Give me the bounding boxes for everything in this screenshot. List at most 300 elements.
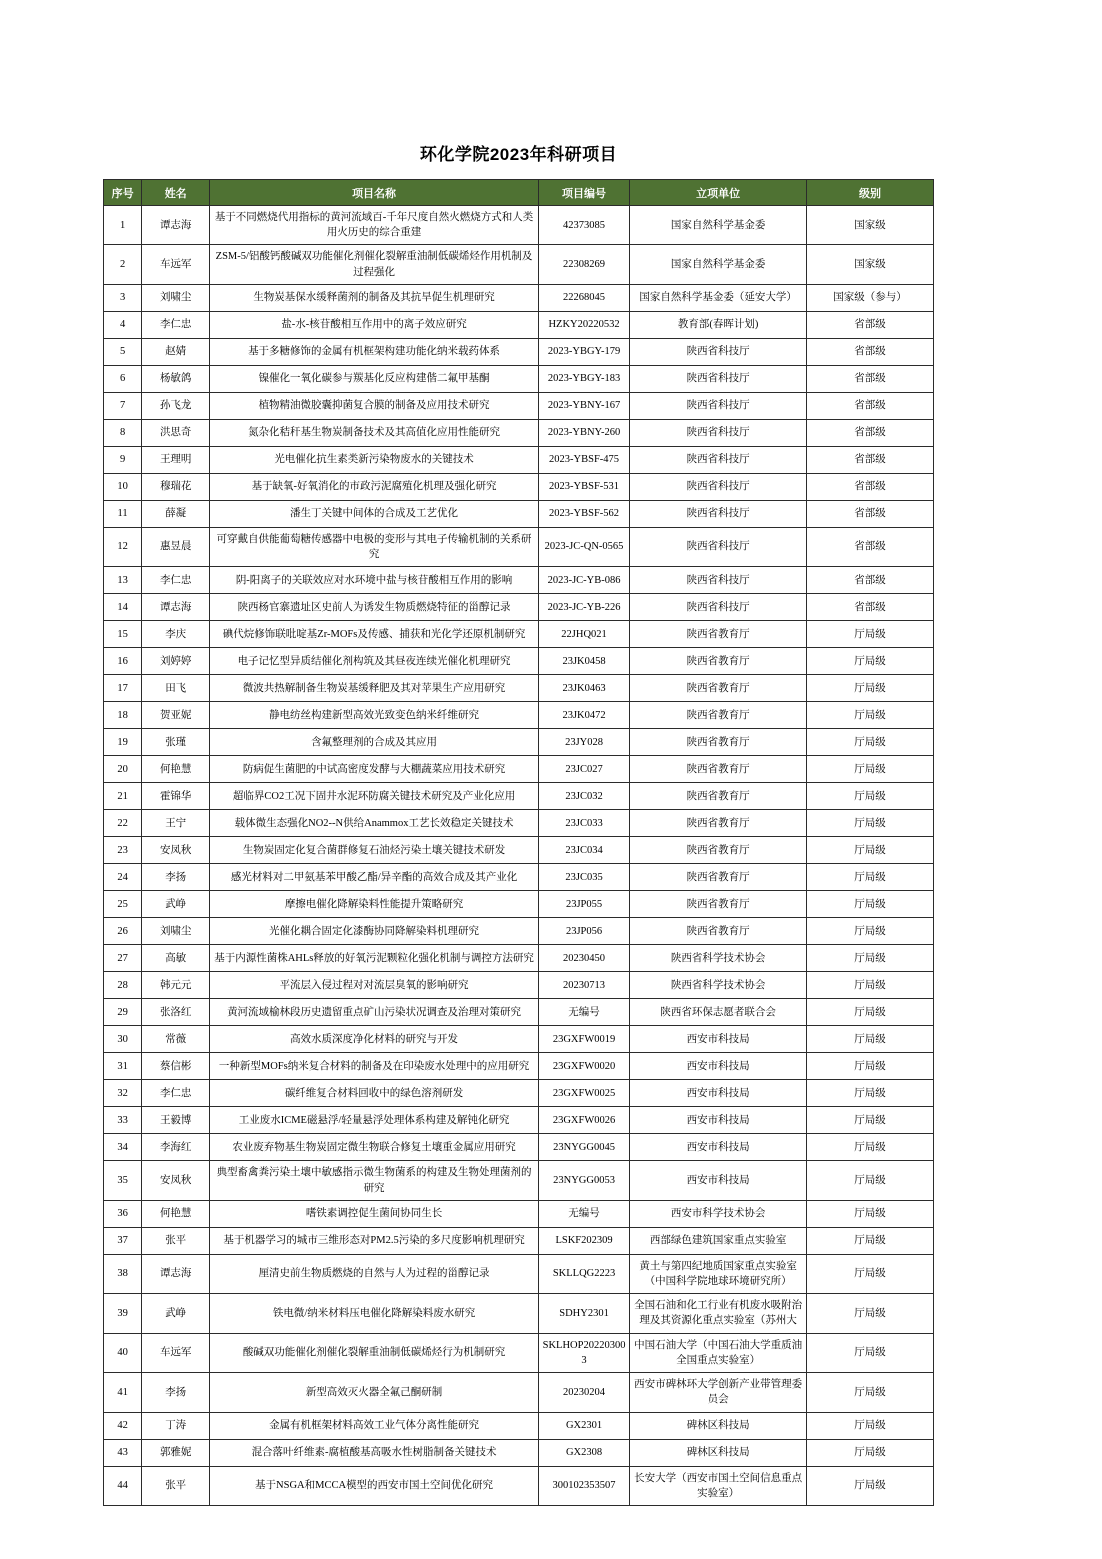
table-row (104, 419, 934, 446)
cell-project-name: 一种新型MOFs纳米复合材料的制备及在印染废水处理中的应用研究 (210, 1053, 539, 1080)
table-row (104, 1439, 934, 1466)
cell-index: 2 (104, 245, 142, 284)
cell-approving-unit: 陕西省教育厅 (630, 810, 807, 837)
cell-project-code: 42373085 (538, 206, 629, 245)
cell-approving-unit: 陕西省教育厅 (630, 675, 807, 702)
cell-project-code: 23GXFW0026 (538, 1107, 629, 1134)
cell-project-name: 感光材料对二甲氨基苯甲酸乙酯/异辛酯的高效合成及其产业化 (210, 864, 539, 891)
cell-project-name: 酸碱双功能催化剂催化裂解重油制低碳烯烃行为机制研究 (210, 1333, 539, 1372)
cell-index: 32 (104, 1080, 142, 1107)
cell-index: 18 (104, 702, 142, 729)
cell-level: 厅局级 (806, 621, 933, 648)
cell-approving-unit: 教育部(春晖计划) (630, 311, 807, 338)
table-row (104, 594, 934, 621)
cell-project-name: 工业废水ICME磁悬浮/轻量悬浮处理体系构建及解钝化研究 (210, 1107, 539, 1134)
cell-level: 厅局级 (806, 675, 933, 702)
cell-project-code: LSKF202309 (538, 1227, 629, 1254)
column-header: 项目编号 (538, 180, 629, 206)
cell-level: 厅局级 (806, 972, 933, 999)
cell-approving-unit: 陕西省教育厅 (630, 648, 807, 675)
cell-project-code: 无编号 (538, 1200, 629, 1227)
cell-approving-unit: 长安大学（西安市国土空间信息重点实验室） (630, 1466, 807, 1505)
cell-project-name: 基于多糖修饰的金属有机框架构建功能化纳米载药体系 (210, 338, 539, 365)
cell-approving-unit: 西安市科学技术协会 (630, 1200, 807, 1227)
cell-project-code: 20230204 (538, 1373, 629, 1412)
table-row (104, 446, 934, 473)
cell-project-code: GX2301 (538, 1412, 629, 1439)
cell-level: 厅局级 (806, 1439, 933, 1466)
cell-project-code: 23NYGG0053 (538, 1161, 629, 1200)
cell-approving-unit: 西安市科技局 (630, 1053, 807, 1080)
cell-index: 10 (104, 473, 142, 500)
table-row (104, 864, 934, 891)
cell-project-name: 电子记忆型异质结催化剂构筑及其昼夜连续光催化机理研究 (210, 648, 539, 675)
cell-project-code: 2023-YBNY-167 (538, 392, 629, 419)
cell-index: 40 (104, 1333, 142, 1372)
cell-level: 厅局级 (806, 864, 933, 891)
cell-name: 李海红 (142, 1134, 210, 1161)
cell-project-code: 20230713 (538, 972, 629, 999)
table-row (104, 1254, 934, 1293)
cell-level: 厅局级 (806, 945, 933, 972)
cell-index: 38 (104, 1254, 142, 1293)
cell-approving-unit: 黄土与第四纪地质国家重点实验室（中国科学院地球环境研究所） (630, 1254, 807, 1293)
cell-index: 4 (104, 311, 142, 338)
cell-name: 薛凝 (142, 500, 210, 527)
cell-level: 厅局级 (806, 1134, 933, 1161)
cell-index: 35 (104, 1161, 142, 1200)
column-header: 序号 (104, 180, 142, 206)
page-title: 环化学院2023年科研项目 (419, 145, 618, 164)
cell-project-name: 碘代烷修饰联吡啶基Zr-MOFs及传感、捕获和光化学还原机制研究 (210, 621, 539, 648)
cell-name: 车远军 (142, 245, 210, 284)
cell-project-name: 微波共热解制备生物炭基缓释肥及其对苹果生产应用研究 (210, 675, 539, 702)
cell-index: 17 (104, 675, 142, 702)
cell-project-name: 含氟整理剂的合成及其应用 (210, 729, 539, 756)
cell-approving-unit: 国家自然科学基金委（延安大学） (630, 284, 807, 311)
table-row (104, 1200, 934, 1227)
table-row (104, 648, 934, 675)
header-row (104, 180, 934, 206)
cell-name: 韩元元 (142, 972, 210, 999)
cell-level: 省部级 (806, 419, 933, 446)
column-header: 项目名称 (210, 180, 539, 206)
cell-approving-unit: 西安市科技局 (630, 1080, 807, 1107)
table-row (104, 567, 934, 594)
cell-index: 14 (104, 594, 142, 621)
cell-project-name: 光催化耦合固定化漆酶协同降解染料机理研究 (210, 918, 539, 945)
cell-index: 16 (104, 648, 142, 675)
cell-project-code: 2023-JC-QN-0565 (538, 527, 629, 566)
cell-name: 谭志海 (142, 594, 210, 621)
cell-level: 厅局级 (806, 1294, 933, 1333)
cell-index: 39 (104, 1294, 142, 1333)
cell-level: 省部级 (806, 338, 933, 365)
cell-project-code: 2023-YBSF-562 (538, 500, 629, 527)
table-row (104, 1161, 934, 1200)
cell-level: 厅局级 (806, 1080, 933, 1107)
cell-index: 24 (104, 864, 142, 891)
cell-project-code: 20230450 (538, 945, 629, 972)
cell-project-code: 22JHQ021 (538, 621, 629, 648)
cell-level: 国家级 (806, 245, 933, 284)
cell-level: 厅局级 (806, 648, 933, 675)
cell-project-name: 静电纺丝构建新型高效光致变色纳米纤维研究 (210, 702, 539, 729)
cell-index: 9 (104, 446, 142, 473)
cell-project-code: 23JC033 (538, 810, 629, 837)
cell-index: 29 (104, 999, 142, 1026)
table-row (104, 1227, 934, 1254)
cell-index: 15 (104, 621, 142, 648)
cell-project-name: 生物炭固定化复合菌群修复石油烃污染土壤关键技术研发 (210, 837, 539, 864)
cell-approving-unit: 陕西省科技厅 (630, 473, 807, 500)
cell-approving-unit: 陕西省环保志愿者联合会 (630, 999, 807, 1026)
cell-level: 厅局级 (806, 1373, 933, 1412)
cell-project-code: 2023-YBSF-531 (538, 473, 629, 500)
cell-level: 厅局级 (806, 1227, 933, 1254)
table-row (104, 365, 934, 392)
cell-name: 惠昱晨 (142, 527, 210, 566)
cell-project-code: 22268045 (538, 284, 629, 311)
cell-level: 国家级 (806, 206, 933, 245)
cell-approving-unit: 西安市科技局 (630, 1161, 807, 1200)
cell-name: 何艳慧 (142, 756, 210, 783)
cell-level: 厅局级 (806, 1026, 933, 1053)
cell-project-code: 2023-JC-YB-226 (538, 594, 629, 621)
cell-level: 厅局级 (806, 729, 933, 756)
cell-project-name: 铁电微/纳米材料压电催化降解染料废水研究 (210, 1294, 539, 1333)
cell-approving-unit: 陕西省教育厅 (630, 837, 807, 864)
cell-project-code: 23GXFW0025 (538, 1080, 629, 1107)
cell-level: 厅局级 (806, 1200, 933, 1227)
column-header: 立项单位 (630, 180, 807, 206)
table-row (104, 206, 934, 245)
table-row (104, 972, 934, 999)
cell-project-code: HZKY20220532 (538, 311, 629, 338)
table-row (104, 756, 934, 783)
cell-project-name: 厘清史前生物质燃烧的自然与人为过程的甾醇记录 (210, 1254, 539, 1293)
cell-project-code: 2023-YBGY-179 (538, 338, 629, 365)
cell-name: 李扬 (142, 864, 210, 891)
cell-project-code: 300102353507 (538, 1466, 629, 1505)
cell-project-name: 镍催化一氧化碳参与羰基化反应构建偕二氟甲基酮 (210, 365, 539, 392)
cell-index: 43 (104, 1439, 142, 1466)
cell-level: 省部级 (806, 567, 933, 594)
column-header: 级别 (806, 180, 933, 206)
cell-index: 1 (104, 206, 142, 245)
cell-index: 36 (104, 1200, 142, 1227)
table-row (104, 1333, 934, 1372)
cell-project-code: SKLLQG2223 (538, 1254, 629, 1293)
table-row (104, 1412, 934, 1439)
cell-index: 31 (104, 1053, 142, 1080)
cell-level: 厅局级 (806, 702, 933, 729)
cell-project-code: 23NYGG0045 (538, 1134, 629, 1161)
table-row (104, 621, 934, 648)
cell-approving-unit: 国家自然科学基金委 (630, 245, 807, 284)
cell-project-name: 载体微生态强化NO2--N供给Anammox工艺长效稳定关键技术 (210, 810, 539, 837)
cell-project-code: 2023-JC-YB-086 (538, 567, 629, 594)
cell-project-name: 新型高效灭火器全氟己酮研制 (210, 1373, 539, 1412)
cell-name: 刘啸尘 (142, 284, 210, 311)
table-row (104, 999, 934, 1026)
cell-name: 刘啸尘 (142, 918, 210, 945)
table-row (104, 1373, 934, 1412)
cell-approving-unit: 西安市科技局 (630, 1134, 807, 1161)
cell-name: 李扬 (142, 1373, 210, 1412)
cell-level: 厅局级 (806, 1107, 933, 1134)
cell-level: 省部级 (806, 446, 933, 473)
cell-approving-unit: 西安市科技局 (630, 1107, 807, 1134)
cell-approving-unit: 陕西省科学技术协会 (630, 972, 807, 999)
cell-project-code: 23GXFW0020 (538, 1053, 629, 1080)
cell-index: 23 (104, 837, 142, 864)
table-row (104, 311, 934, 338)
cell-project-name: 植物精油微胶囊抑菌复合膜的制备及应用技术研究 (210, 392, 539, 419)
cell-project-name: 氮杂化秸秆基生物炭制备技术及其高值化应用性能研究 (210, 419, 539, 446)
cell-project-name: ZSM-5/铝酸钙酸碱双功能催化剂催化裂解重油制低碳烯烃作用机制及过程强化 (210, 245, 539, 284)
document-page (103, 140, 934, 1506)
cell-index: 26 (104, 918, 142, 945)
cell-approving-unit: 陕西省教育厅 (630, 918, 807, 945)
cell-approving-unit: 中国石油大学（中国石油大学重质油全国重点实验室） (630, 1333, 807, 1372)
cell-approving-unit: 陕西省教育厅 (630, 756, 807, 783)
cell-approving-unit: 陕西省科技厅 (630, 338, 807, 365)
cell-index: 22 (104, 810, 142, 837)
cell-level: 厅局级 (806, 1412, 933, 1439)
table-row (104, 945, 934, 972)
cell-approving-unit: 陕西省教育厅 (630, 621, 807, 648)
table-row (104, 729, 934, 756)
cell-index: 8 (104, 419, 142, 446)
cell-name: 田飞 (142, 675, 210, 702)
cell-project-code: 23JP055 (538, 891, 629, 918)
cell-index: 12 (104, 527, 142, 566)
cell-index: 27 (104, 945, 142, 972)
cell-project-name: 基于缺氧-好氧消化的市政污泥腐殖化机理及强化研究 (210, 473, 539, 500)
cell-project-code: 2023-YBGY-183 (538, 365, 629, 392)
cell-level: 厅局级 (806, 1254, 933, 1293)
cell-approving-unit: 陕西省科技厅 (630, 500, 807, 527)
cell-index: 41 (104, 1373, 142, 1412)
cell-approving-unit: 陕西省教育厅 (630, 783, 807, 810)
cell-level: 厅局级 (806, 837, 933, 864)
table-row (104, 1466, 934, 1505)
table-row (104, 837, 934, 864)
table-row (104, 500, 934, 527)
cell-level: 厅局级 (806, 810, 933, 837)
cell-project-name: 潘生丁关键中间体的合成及工艺优化 (210, 500, 539, 527)
table-row (104, 1026, 934, 1053)
table-row (104, 675, 934, 702)
cell-approving-unit: 陕西省科学技术协会 (630, 945, 807, 972)
cell-project-code: 23JC034 (538, 837, 629, 864)
cell-name: 李仁忠 (142, 311, 210, 338)
cell-project-name: 可穿戴自供能葡萄糖传感器中电极的变形与其电子传输机制的关系研究 (210, 527, 539, 566)
cell-level: 厅局级 (806, 999, 933, 1026)
cell-name: 贺亚妮 (142, 702, 210, 729)
cell-name: 穆瑞花 (142, 473, 210, 500)
cell-project-name: 高效水质深度净化材料的研究与开发 (210, 1026, 539, 1053)
cell-name: 武峥 (142, 1294, 210, 1333)
cell-level: 省部级 (806, 500, 933, 527)
table-row (104, 918, 934, 945)
cell-name: 张瑾 (142, 729, 210, 756)
table-row (104, 338, 934, 365)
table-body (104, 206, 934, 1506)
cell-approving-unit: 陕西省教育厅 (630, 729, 807, 756)
cell-level: 厅局级 (806, 891, 933, 918)
cell-index: 42 (104, 1412, 142, 1439)
cell-project-name: 生物炭基保水缓释菌剂的制备及其抗旱促生机理研究 (210, 284, 539, 311)
cell-project-name: 超临界CO2工况下固井水泥环防腐关键技术研究及产业化应用 (210, 783, 539, 810)
cell-index: 6 (104, 365, 142, 392)
cell-approving-unit: 陕西省科技厅 (630, 446, 807, 473)
cell-approving-unit: 陕西省教育厅 (630, 864, 807, 891)
cell-project-name: 基于机器学习的城市三维形态对PM2.5污染的多尺度影响机理研究 (210, 1227, 539, 1254)
cell-name: 杨敏鸽 (142, 365, 210, 392)
cell-project-name: 光电催化抗生素类新污染物废水的关键技术 (210, 446, 539, 473)
cell-level: 厅局级 (806, 1333, 933, 1372)
table-row (104, 392, 934, 419)
cell-project-code: 23JC035 (538, 864, 629, 891)
cell-name: 洪思奇 (142, 419, 210, 446)
cell-name: 张平 (142, 1227, 210, 1254)
cell-project-code: SDHY2301 (538, 1294, 629, 1333)
cell-level: 省部级 (806, 527, 933, 566)
cell-approving-unit: 西部绿色建筑国家重点实验室 (630, 1227, 807, 1254)
cell-approving-unit: 陕西省科技厅 (630, 567, 807, 594)
cell-level: 省部级 (806, 392, 933, 419)
cell-project-name: 基于内源性菌株AHLs释放的好氧污泥颗粒化强化机制与调控方法研究 (210, 945, 539, 972)
cell-level: 国家级（参与） (806, 284, 933, 311)
cell-name: 何艳慧 (142, 1200, 210, 1227)
cell-name: 常薇 (142, 1026, 210, 1053)
cell-index: 5 (104, 338, 142, 365)
cell-project-name: 碳纤维复合材料回收中的绿色溶剂研发 (210, 1080, 539, 1107)
cell-project-name: 黄河流域榆林段历史遗留重点矿山污染状况调查及治理对策研究 (210, 999, 539, 1026)
table-header (104, 180, 934, 206)
cell-index: 3 (104, 284, 142, 311)
table-row (104, 810, 934, 837)
cell-level: 省部级 (806, 311, 933, 338)
cell-project-code: 23JK0458 (538, 648, 629, 675)
cell-approving-unit: 西安市碑林环大学创新产业带管理委员会 (630, 1373, 807, 1412)
cell-level: 厅局级 (806, 1053, 933, 1080)
cell-project-name: 阴-阳离子的关联效应对水环境中盐与核苷酸相互作用的影响 (210, 567, 539, 594)
cell-name: 刘婷婷 (142, 648, 210, 675)
cell-name: 王宁 (142, 810, 210, 837)
cell-name: 李庆 (142, 621, 210, 648)
cell-project-code: 23JP056 (538, 918, 629, 945)
cell-name: 张平 (142, 1466, 210, 1505)
table-row (104, 1294, 934, 1333)
cell-project-code: 无编号 (538, 999, 629, 1026)
cell-index: 20 (104, 756, 142, 783)
table-row (104, 1080, 934, 1107)
cell-name: 谭志海 (142, 206, 210, 245)
cell-approving-unit: 陕西省科技厅 (630, 419, 807, 446)
cell-approving-unit: 陕西省科技厅 (630, 527, 807, 566)
table-row (104, 284, 934, 311)
cell-index: 37 (104, 1227, 142, 1254)
cell-name: 孙飞龙 (142, 392, 210, 419)
cell-project-code: 23JY028 (538, 729, 629, 756)
cell-project-code: 2023-YBSF-475 (538, 446, 629, 473)
cell-project-name: 基于不同燃烧代用指标的黄河流域百-千年尺度自然火燃烧方式和人类用火历史的综合重建 (210, 206, 539, 245)
table-row (104, 702, 934, 729)
cell-level: 省部级 (806, 365, 933, 392)
cell-name: 郭雅妮 (142, 1439, 210, 1466)
cell-project-code: GX2308 (538, 1439, 629, 1466)
cell-approving-unit: 陕西省科技厅 (630, 392, 807, 419)
cell-project-name: 金属有机框架材料高效工业气体分离性能研究 (210, 1412, 539, 1439)
cell-index: 7 (104, 392, 142, 419)
cell-index: 21 (104, 783, 142, 810)
cell-level: 厅局级 (806, 918, 933, 945)
cell-approving-unit: 碑林区科技局 (630, 1412, 807, 1439)
cell-name: 李仁忠 (142, 567, 210, 594)
cell-level: 厅局级 (806, 756, 933, 783)
cell-project-name: 防病促生菌肥的中试高密度发酵与大棚蔬菜应用技术研究 (210, 756, 539, 783)
column-header: 姓名 (142, 180, 210, 206)
cell-project-code: 22308269 (538, 245, 629, 284)
cell-name: 安凤秋 (142, 1161, 210, 1200)
table-row (104, 473, 934, 500)
cell-project-code: 23JC027 (538, 756, 629, 783)
cell-approving-unit: 陕西省教育厅 (630, 891, 807, 918)
cell-project-code: 23JK0463 (538, 675, 629, 702)
cell-index: 44 (104, 1466, 142, 1505)
cell-index: 11 (104, 500, 142, 527)
table-row (104, 245, 934, 284)
cell-project-name: 盐-水-核苷酸相互作用中的离子效应研究 (210, 311, 539, 338)
cell-approving-unit: 陕西省教育厅 (630, 702, 807, 729)
cell-name: 高敏 (142, 945, 210, 972)
cell-index: 19 (104, 729, 142, 756)
research-projects-table (103, 179, 934, 1506)
table-row (104, 1134, 934, 1161)
cell-index: 13 (104, 567, 142, 594)
table-row (104, 1107, 934, 1134)
cell-project-name: 农业废弃物基生物炭固定微生物联合修复土壤重金属应用研究 (210, 1134, 539, 1161)
cell-name: 安凤秋 (142, 837, 210, 864)
cell-name: 赵婧 (142, 338, 210, 365)
cell-level: 省部级 (806, 473, 933, 500)
table-row (104, 1053, 934, 1080)
cell-project-name: 基于NSGA和MCCA模型的西安市国土空间优化研究 (210, 1466, 539, 1505)
cell-index: 33 (104, 1107, 142, 1134)
table-row (104, 783, 934, 810)
cell-index: 30 (104, 1026, 142, 1053)
cell-name: 王毅博 (142, 1107, 210, 1134)
cell-project-code: 23JC032 (538, 783, 629, 810)
cell-project-name: 嗜铁素调控促生菌间协同生长 (210, 1200, 539, 1227)
cell-name: 车远军 (142, 1333, 210, 1372)
cell-approving-unit: 西安市科技局 (630, 1026, 807, 1053)
cell-approving-unit: 国家自然科学基金委 (630, 206, 807, 245)
cell-name: 霍锦华 (142, 783, 210, 810)
cell-project-code: 2023-YBNY-260 (538, 419, 629, 446)
cell-project-name: 摩擦电催化降解染料性能提升策略研究 (210, 891, 539, 918)
cell-name: 李仁忠 (142, 1080, 210, 1107)
cell-project-name: 典型畜禽粪污染土壤中敏感指示微生物菌系的构建及生物处理菌剂的研究 (210, 1161, 539, 1200)
cell-index: 28 (104, 972, 142, 999)
cell-name: 谭志海 (142, 1254, 210, 1293)
cell-project-name: 平流层入侵过程对对流层臭氧的影响研究 (210, 972, 539, 999)
cell-project-code: SKLHOP202203003 (538, 1333, 629, 1372)
cell-name: 张洛红 (142, 999, 210, 1026)
